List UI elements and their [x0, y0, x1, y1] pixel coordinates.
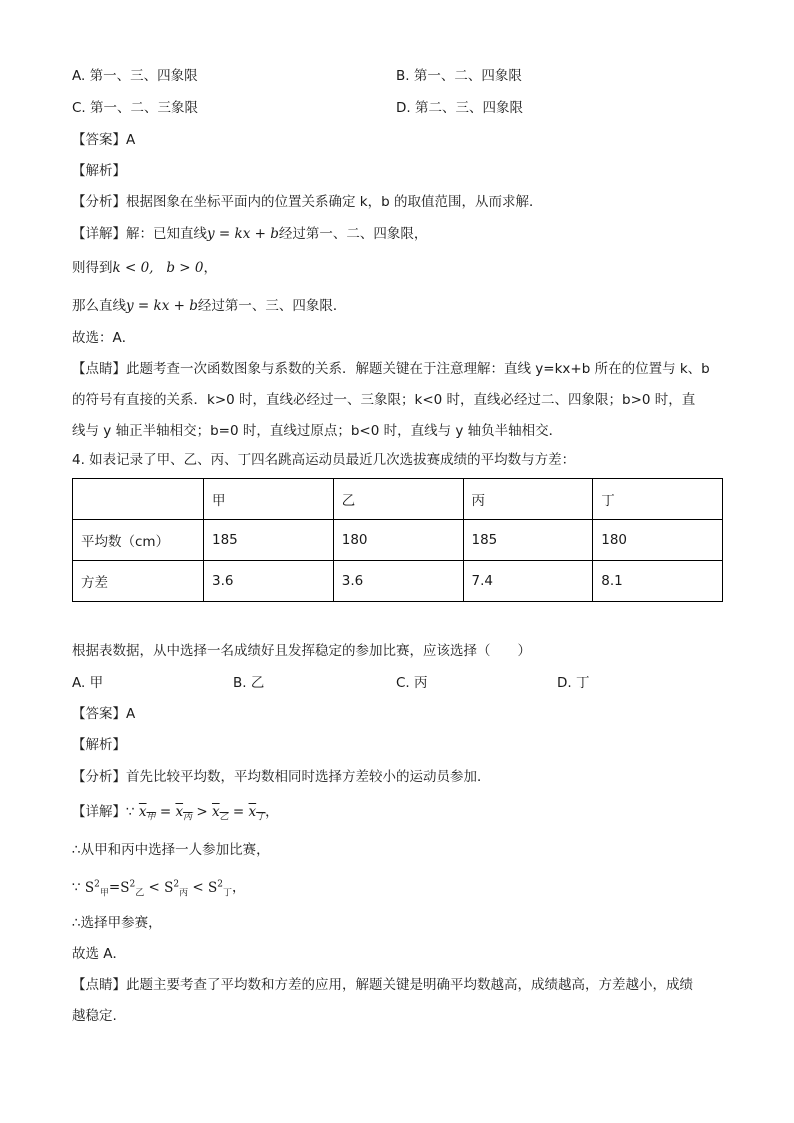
table-row [73, 520, 723, 561]
table-header-cell: 丁 [593, 479, 723, 520]
q3-deduce-prefix: 则得到 [72, 260, 113, 276]
q4-jiexi-heading: 【解析】 [72, 737, 126, 753]
q3-option-d: D. 第二、三、四象限 [396, 100, 523, 116]
q3-detail-prefix: 【详解】解：已知直线 [72, 226, 207, 242]
q4-comment-line2: 越稳定. [72, 1008, 117, 1024]
q4-var-prefix: ∵ [72, 879, 81, 896]
table-header-cell: 乙 [333, 479, 463, 520]
mean-yi: $x_乙$ [211, 804, 229, 823]
var-jia: $S^2_甲$ [84, 879, 109, 899]
q3-comment-line1: 【点睛】此题考查一次函数图象与系数的关系．解题关键在于注意理解：直线 y=kx+b 所在的位置与 k、b [72, 361, 710, 377]
q3-comment-line3: 线与 y 轴正半轴相交；b=0 时，直线过原点；b<0 时，直线与 y 轴负半轴相交． [72, 423, 563, 439]
q3-comment-line2: 的符号有直接的关系．k>0 时，直线必经过一、三象限；k<0 时，直线必经过二、四象限；b>0 时，直 [72, 392, 696, 408]
q3-detail-line1 [72, 224, 427, 244]
q3-answer: 【答案】A [72, 132, 136, 148]
mean-ding: $x_丁$ [248, 804, 266, 823]
q3-detail-suffix: 经过第一、二、四象限， [278, 226, 428, 242]
q3-then-formula: y = kx + b [126, 298, 198, 314]
q4-detail-prefix: 【详解】∵ [72, 804, 135, 820]
q4-option-d: D. 丁 [557, 675, 590, 691]
q3-detail-formula: y = kx + b [207, 226, 279, 242]
q3-detail-line2 [72, 258, 217, 278]
q3-deduce-suffix: ， [203, 260, 217, 276]
table-header-cell [73, 479, 204, 520]
q3-analysis: 【分析】根据图象在坐标平面内的位置关系确定 k，b 的取值范围，从而求解． [72, 194, 543, 210]
table-cell: 方差 [73, 561, 204, 602]
q3-jiexi-heading: 【解析】 [72, 163, 126, 179]
var-bing: $S^2_丙$ [164, 879, 189, 899]
q4-choose: 故选 A． [72, 946, 127, 962]
q3-option-a: A. 第一、三、四象限 [72, 68, 198, 84]
q4-variance-comparison: ∵ $S^2_甲=S^2_乙 < S^2_丙 < S^2_丁$， [72, 879, 246, 899]
q3-then-prefix: 那么直线 [72, 298, 126, 314]
q4-option-b: B. 乙 [233, 675, 265, 691]
q3-option-b: B. 第一、二、四象限 [396, 68, 522, 84]
q4-comment-line1: 【点睛】此题主要考查了平均数和方差的应用，解题关键是明确平均数越高，成绩越高，方差越小，成绩 [72, 977, 693, 993]
table-cell: 180 [333, 520, 463, 561]
q4-step1: ∴从甲和丙中选择一人参加比赛， [72, 842, 270, 858]
table-cell: 185 [204, 520, 334, 561]
table-cell: 180 [593, 520, 723, 561]
table-cell: 8.1 [593, 561, 723, 602]
table-cell: 3.6 [204, 561, 334, 602]
mean-bing: $x_丙$ [175, 804, 193, 823]
q4-answer: 【答案】A [72, 706, 136, 722]
q4-analysis: 【分析】首先比较平均数，平均数相同时选择方差较小的运动员参加． [72, 769, 491, 785]
var-yi: $S^2_乙$ [120, 879, 145, 899]
q3-option-c: C. 第一、二、三象限 [72, 100, 199, 116]
q3-detail-line3 [72, 296, 346, 316]
q3-deduce-formula: k < 0, b > 0 [112, 260, 204, 276]
q4-option-a: A. 甲 [72, 675, 104, 691]
q3-choose: 故选：A． [72, 330, 136, 346]
table-row [73, 561, 723, 602]
table-header-cell: 丙 [463, 479, 593, 520]
table-cell: 7.4 [463, 561, 593, 602]
mean-jia: $x_甲$ [138, 804, 156, 823]
table-cell: 3.6 [333, 561, 463, 602]
q3-then-suffix: 经过第一、三、四象限． [197, 298, 347, 314]
q4-option-c: C. 丙 [396, 675, 428, 691]
table-cell: 185 [463, 520, 593, 561]
var-ding: $S^2_丁$ [208, 879, 233, 899]
table-header-row [73, 479, 723, 520]
table-header-cell: 甲 [204, 479, 334, 520]
q4-step2: ∴选择甲参赛， [72, 915, 162, 931]
q4-data-table [72, 478, 723, 602]
table-cell: 平均数（cm） [73, 520, 204, 561]
q4-question: 根据表数据，从中选择一名成绩好且发挥稳定的参加比赛，应该选择（ ） [72, 643, 531, 659]
q4-stem: 4. 如表记录了甲、乙、丙、丁四名跳高运动员最近几次选拔赛成绩的平均数与方差： [72, 452, 576, 468]
q4-mean-comparison: 【详解】∵ $x_甲 = x_丙 > x_乙 = x_丁$， [72, 804, 279, 823]
